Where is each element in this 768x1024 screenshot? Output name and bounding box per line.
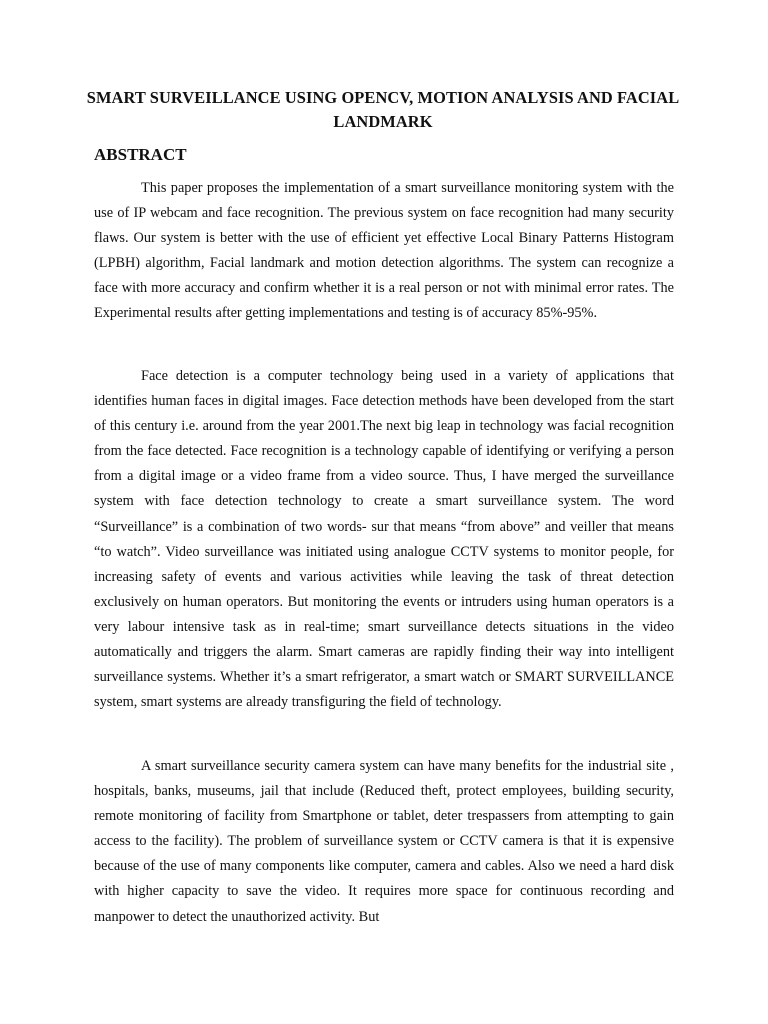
- abstract-heading: ABSTRACT: [94, 145, 187, 164]
- abstract-paragraph: This paper proposes the implementation of a smart surveillance monitoring system with the use of IP webcam and face recognition. The previous system on face recognition had many security flaws. Our system is better with the use of efficient yet effective Local Binary Patterns Histogram (LPBH) algorithm, Facial landmark and motion detection algorithms. The system can recognize a face with more accuracy and confirm whether it is a real person or not with minimal error rates. The Experimental results after getting implementations and testing is of accuracy 85%-95%.: [94, 180, 674, 322]
- body-paragraph-benefits: A smart surveillance security camera system can have many benefits for the industrial site , hospitals, banks, museums, jail that include (Reduced theft, protect employees, building security, remote monitoring of facility from Smartphone or tablet, deter trespassers from attempting to gain access to the facility). The problem of surveillance system or CCTV camera is that it is expensive because of the use of many components like computer, camera and cables. Also we need a hard disk with higher capacity to save the video. It requires more space for continuous recording and manpower to detect the unauthorized activity. But: [94, 758, 674, 925]
- body-paragraph-face-detection: Face detection is a computer technology being used in a variety of applications that identifies human faces in digital images. Face detection methods have been developed from the start of this century i.e. around from the year 2001.The next big leap in technology was facial recognition from the face detected. Face recognition is a technology capable of identifying or verifying a person from a digital image or a video frame from a video source. Thus, I have merged the surveillance system with face detection technology to create a smart surveillance system. The word “Surveillance” is a combination of two words- sur that means “from above” and veiller that means “to watch”. Video surveillance was initiated using analogue CCTV systems to monitor people, for increasing safety of events and various activities while leaving the task of threat detection exclusively on human operators. But monitoring the events or intruders using human operators is a very labour intensive task as in real-time; smart surveillance detects situations in the video automatically and triggers the alarm. Smart cameras are rapidly finding their way into intelligent surveillance systems. Whether it’s a smart refrigerator, a smart watch or SMART SURVEILLANCE system, smart systems are already transfiguring the field of technology.: [94, 368, 674, 711]
- paper-title: SMART SURVEILLANCE USING OPENCV, MOTION ANALYSIS AND FACIAL LANDMARK: [86, 88, 680, 131]
